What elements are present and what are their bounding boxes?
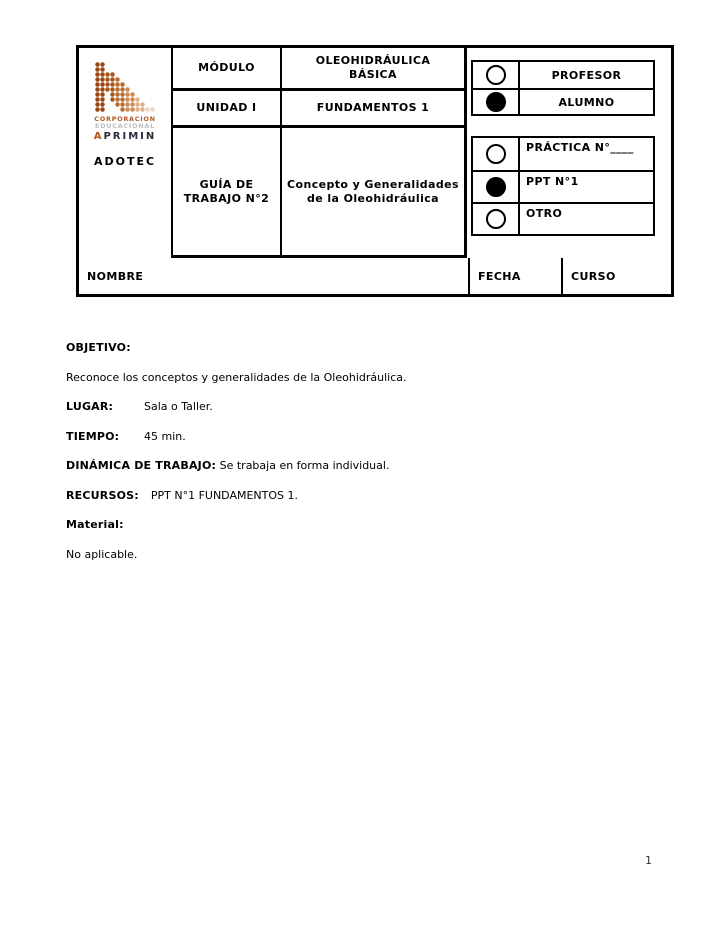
guia-label: GUÍA DE TRABAJO N°2 [183,177,270,205]
unidad-value-cell [282,91,467,128]
objetivo-label: OBJETIVO: [66,341,131,354]
name-date-row [79,258,671,294]
aprimin-logo-dots-icon [95,60,155,114]
fecha-label: FECHA [478,269,521,283]
logo-corporacion-text: CORPORACION [94,115,156,123]
material-label: Material: [66,518,124,531]
lugar-line [66,400,646,413]
profesor-label: PROFESOR [551,68,622,82]
page-number: 1 [645,854,652,867]
ppt-circle-cell [473,172,520,202]
ppt-checkbox[interactable] [486,177,506,197]
check-row-practica [473,138,653,170]
otro-circle-cell [473,204,520,234]
guia-label-cell [173,128,282,258]
check-row-otro [473,202,653,234]
tiempo-line [66,430,646,443]
objetivo-text: Reconoce los conceptos y generalidades de la Oleohidráulica. [66,370,407,384]
alumno-circle-cell [473,90,520,114]
fecha-cell [468,258,561,294]
header-grid [79,48,671,258]
guia-value: Concepto y Generalidades de la Oleohidráulica [287,177,459,205]
adotec-label: ADOTEC [93,155,157,168]
modulo-value: OLEOHIDRÁULICA BÁSICA [315,54,431,81]
tiempo-value: 45 min. [144,429,186,443]
check-row-ppt [473,170,653,202]
check-section [467,48,671,258]
modulo-label: MÓDULO [198,61,255,74]
dinamica-line [66,459,646,472]
practica-checkbox[interactable] [486,144,506,164]
recursos-value: PPT N°1 FUNDAMENTOS 1. [150,488,298,502]
material-checklist [471,136,655,236]
dinamica-label: DINÁMICA DE TRABAJO: [66,459,217,472]
recursos-line [66,489,646,502]
unidad-value: FUNDAMENTOS 1 [316,101,430,114]
profesor-circle-cell [473,62,520,88]
otro-label: OTRO [526,207,563,220]
check-row-profesor [473,62,653,88]
nombre-cell [79,258,468,294]
lugar-label: LUGAR: [66,400,114,413]
logo-educacional-text: EDUCACIONAL [95,122,155,130]
practica-circle-cell [473,138,520,170]
check-row-alumno [473,88,653,114]
guia-value-cell [282,128,467,258]
curso-label: CURSO [571,269,616,283]
unidad-label-cell [173,91,282,128]
practica-label: PRÁCTICA N°____ [526,141,634,154]
otro-checkbox[interactable] [486,209,506,229]
objetivo-heading [66,341,646,354]
alumno-checkbox[interactable] [486,92,506,112]
alumno-label: ALUMNO [558,95,615,109]
body-section [66,341,646,577]
tiempo-label: TIEMPO: [66,429,120,443]
curso-cell [561,258,671,294]
nombre-label: NOMBRE [87,269,144,283]
material-heading [66,518,646,531]
modulo-label-cell [173,48,282,91]
modulo-value-cell [282,48,467,91]
profesor-checkbox[interactable] [486,65,506,85]
header-table [76,45,674,297]
ppt-label: PPT N°1 [526,175,579,188]
logo-aprimin-text: APRIMIN [93,131,157,142]
lugar-value: Sala o Taller. [144,400,213,413]
recursos-label: RECURSOS: [66,488,139,502]
logo-cell [79,48,173,258]
role-checklist [471,60,655,116]
material-value: No aplicable. [66,547,138,561]
unidad-label: UNIDAD I [196,101,257,114]
dinamica-value: Se trabaja en forma individual. [219,459,390,472]
